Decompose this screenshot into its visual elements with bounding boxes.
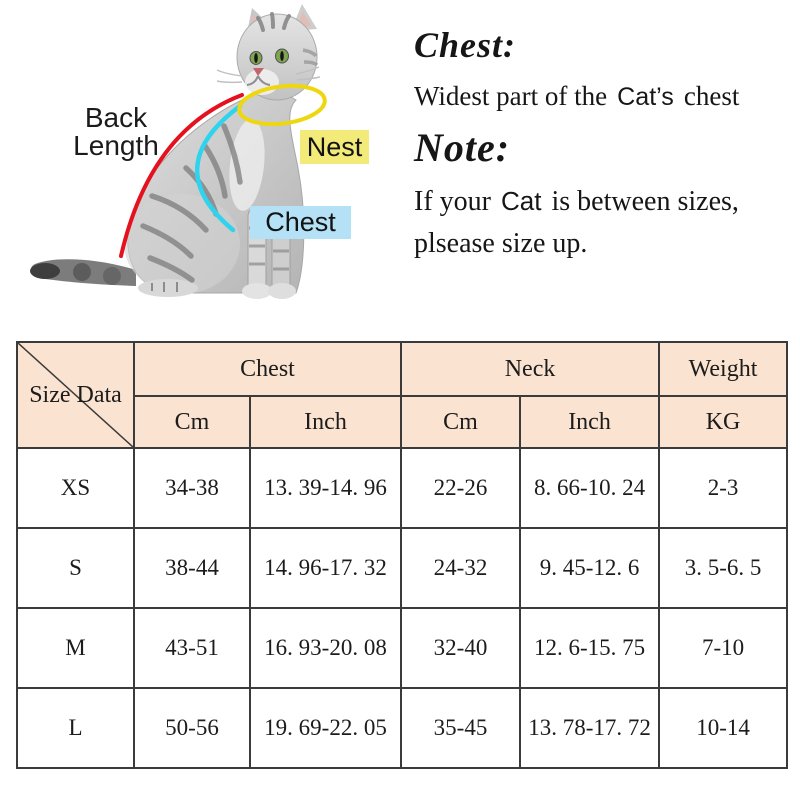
note-line1-prefix: If your bbox=[414, 186, 491, 217]
neck-cm-cell: 32-40 bbox=[401, 608, 520, 688]
chest-inch-cell: 13. 39-14. 96 bbox=[250, 448, 401, 528]
back-length-label-line2: Length bbox=[73, 130, 159, 161]
chest-heading: Chest: bbox=[414, 25, 517, 65]
back-length-label-line1: Back bbox=[84, 102, 148, 133]
neck-inch-cell: 13. 78-17. 72 bbox=[520, 688, 659, 768]
neck-cm-cell: 35-45 bbox=[401, 688, 520, 768]
neck-cm-cell: 24-32 bbox=[401, 528, 520, 608]
size-table bbox=[16, 341, 788, 769]
table-row-l bbox=[17, 688, 787, 768]
table-row-m bbox=[17, 608, 787, 688]
chest-label bbox=[250, 206, 351, 239]
note-line1 bbox=[414, 186, 739, 218]
chest-label-text: Chest bbox=[265, 207, 336, 237]
nest-label bbox=[300, 130, 369, 164]
chest-inch-cell: 19. 69-22. 05 bbox=[250, 688, 401, 768]
weight-kg-cell: 3. 5-6. 5 bbox=[659, 528, 787, 608]
weight-kg-cell: 10-14 bbox=[659, 688, 787, 768]
note-heading: Note: bbox=[414, 125, 511, 170]
weight-kg-header: KG bbox=[659, 396, 787, 448]
size-data-label: Size Data bbox=[29, 381, 122, 408]
chest-inch-header: Inch bbox=[250, 396, 401, 448]
chest-description-prefix: Widest part of the bbox=[414, 81, 608, 111]
neck-inch-header: Inch bbox=[520, 396, 659, 448]
neck-group-header: Neck bbox=[401, 342, 659, 396]
weight-kg-cell: 7-10 bbox=[659, 608, 787, 688]
neck-cm-header: Cm bbox=[401, 396, 520, 448]
note-line1-subject: Cat bbox=[500, 186, 542, 216]
size-data-corner-cell bbox=[17, 342, 134, 448]
chest-description bbox=[414, 81, 739, 112]
chest-cm-header: Cm bbox=[134, 396, 250, 448]
table-row-xs bbox=[17, 448, 787, 528]
size-cell: XS bbox=[17, 448, 134, 528]
neck-inch-cell: 12. 6-15. 75 bbox=[520, 608, 659, 688]
cat-tail bbox=[30, 259, 136, 286]
neck-inch-cell: 8. 66-10. 24 bbox=[520, 448, 659, 528]
chest-cm-cell: 34-38 bbox=[134, 448, 250, 528]
neck-inch-cell: 9. 45-12. 6 bbox=[520, 528, 659, 608]
chest-inch-cell: 14. 96-17. 32 bbox=[250, 528, 401, 608]
note-line1-suffix: is between sizes, bbox=[551, 186, 739, 217]
chest-inch-cell: 16. 93-20. 08 bbox=[250, 608, 401, 688]
note-line2: plsease size up. bbox=[414, 228, 588, 259]
chest-cm-cell: 38-44 bbox=[134, 528, 250, 608]
size-cell: S bbox=[17, 528, 134, 608]
weight-group-header: Weight bbox=[659, 342, 787, 396]
size-cell: L bbox=[17, 688, 134, 768]
chest-description-suffix: chest bbox=[683, 81, 740, 111]
chest-cm-cell: 50-56 bbox=[134, 688, 250, 768]
table-row-s bbox=[17, 528, 787, 608]
weight-kg-cell: 2-3 bbox=[659, 448, 787, 528]
chest-description-subject: Cat’s bbox=[617, 83, 674, 111]
chest-cm-cell: 43-51 bbox=[134, 608, 250, 688]
neck-cm-cell: 22-26 bbox=[401, 448, 520, 528]
back-length-label bbox=[60, 104, 172, 160]
size-cell: M bbox=[17, 608, 134, 688]
nest-label-text: Nest bbox=[306, 131, 363, 162]
chest-group-header: Chest bbox=[134, 342, 401, 396]
